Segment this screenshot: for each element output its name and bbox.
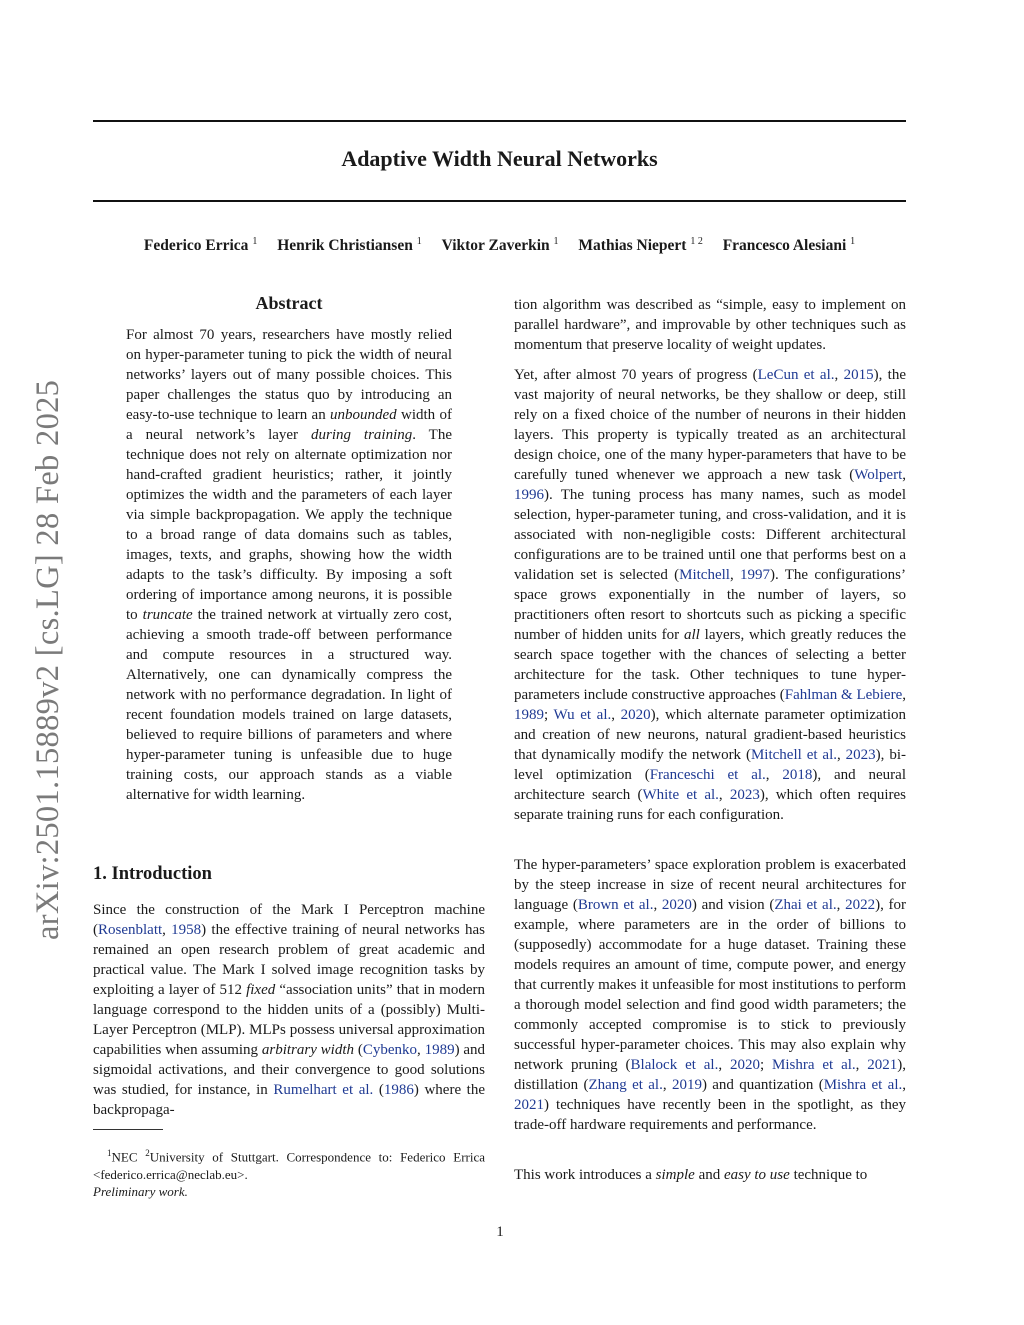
author: Viktor Zaverkin $^1$ [441, 236, 559, 255]
superscript: 2 [145, 1148, 150, 1158]
text-run: ) the effective training of neural networks has remained an open research problem of great academic and practical value. The Mark I solved image recognition tasks by exploiting a layer of 512 [93, 922, 485, 998]
text-run: layers, which greatly reduces the search space together with the chances of selecting a better architecture for the task. Other techniques to tune hyper-parameters include constructive approaches ( [514, 627, 906, 703]
text-run: ). The tuning process has many names, such as model selection, hyper-parameter tuning, and cross-validation, and it is associated with non-negligible costs: Different architectural configurations are to be trained until one that performs best on a validation set is selected ( [514, 487, 906, 583]
citation-link[interactable]: 2020 [661, 897, 692, 913]
citation-link[interactable]: 2022 [845, 897, 876, 913]
citation-link[interactable]: 2018 [782, 767, 813, 783]
citation-link[interactable]: LeCun et al. [757, 367, 835, 383]
citation-link[interactable]: 1997 [740, 567, 770, 583]
text-run: width of a neural network’s layer [126, 407, 452, 443]
citation-link[interactable]: 1989 [424, 1042, 455, 1058]
text-run: technique to [789, 1167, 868, 1183]
text-run: ), which often requires separate training runs for each configuration. [514, 787, 906, 823]
citation-link[interactable]: White et al. [642, 787, 719, 803]
title-bottom-rule [93, 200, 906, 202]
text-run: ) where the backpropaga- [93, 1082, 486, 1118]
citation-link[interactable]: 1989 [514, 707, 544, 723]
text-run: , [836, 897, 846, 913]
citation-link[interactable]: 2023 [845, 747, 876, 763]
emphasis: arbitrary width [261, 1042, 355, 1058]
citation-link[interactable]: Blalock et al. [630, 1057, 719, 1073]
text-run: This work introduces a [514, 1167, 656, 1183]
emphasis: all [683, 627, 700, 643]
author: Federico Errica $^1$ [143, 236, 258, 255]
citation-link[interactable]: 1986 [383, 1082, 414, 1098]
citation-link[interactable]: Zhang et al. [588, 1077, 663, 1093]
text-run: ( [354, 1042, 363, 1058]
text-run: For almost 70 years, researchers have mostly relied on hyper-parameter tuning to pick the width of neural networks’ layers out of many possible choices. This paper challenges the status quo by introducing an easy-to-use technique to learn an [126, 327, 452, 423]
text-run: and [694, 1167, 724, 1183]
superscript: 1 [107, 1148, 112, 1158]
text-run: ), bi-level optimization ( [514, 747, 906, 783]
text-run: ) and quantization ( [701, 1077, 824, 1093]
emphasis: fixed [246, 982, 276, 998]
author: Henrik Christiansen $^1$ [277, 236, 422, 255]
text-run: , [162, 922, 172, 938]
text-run: , [855, 1057, 868, 1073]
text-run: The hyper-parameters’ space exploration problem is exacerbated by the steep increase in size of recent neural architectures for language ( [514, 857, 906, 913]
citation-link[interactable]: Franceschi et al. [649, 767, 766, 783]
text-run: , [837, 747, 846, 763]
footnote-rule [93, 1129, 163, 1130]
text-run: , [611, 707, 621, 723]
citation-link[interactable]: Mishra et al. [823, 1077, 903, 1093]
citation-link[interactable]: 2015 [843, 367, 874, 383]
text-run: , [902, 687, 906, 703]
text-run: ), distillation ( [514, 1057, 907, 1093]
author: Francesco Alesiani $^1$ [722, 236, 856, 255]
citation-link[interactable]: Mitchell [679, 567, 730, 583]
text-run: NEC [111, 1149, 146, 1165]
citation-link[interactable]: 2023 [729, 787, 760, 803]
citation-link[interactable]: Fahlman & Lebiere [784, 687, 903, 703]
text-run: , [417, 1042, 425, 1058]
citation-link[interactable]: Mitchell et al. [750, 747, 838, 763]
emphasis: truncate [142, 607, 193, 623]
preliminary-note: Preliminary work. [93, 1184, 188, 1199]
text-run: , [902, 467, 906, 483]
text-run: ), which alternate parameter optimization and creation of new neurons, natural gradient-based heuristics that dynamically modify the network ( [514, 707, 906, 763]
text-run: “association units” that in modern language correspond to the hidden units of a (possibly) Multi-Layer Perceptron (MLP). MLPs possess universal approximation capabilities when assuming [93, 982, 485, 1058]
paper-title: Adaptive Width Neural Networks [341, 146, 658, 171]
citation-link[interactable]: Rosenblatt [98, 922, 163, 938]
citation-link[interactable]: 1996 [514, 487, 544, 503]
text-run: , [718, 787, 730, 803]
text-run: ), the vast majority of neural networks, be they shallow or deep, still rely on a fixed choice of the number of neurons in their hidden layers. This property is typically treated as an architectural design choice, one of the many hyper-parameters that have to be carefully tuned whenever we approach a new task ( [514, 367, 906, 483]
citation-link[interactable]: 2020 [729, 1057, 760, 1073]
emphasis: simple [655, 1167, 695, 1183]
text-run: ). The configurations’ space grows exponentially in the number of layers, so practitioners often resort to shortcuts such as picking a specific number of hidden units for [514, 567, 907, 643]
text-run: Yet, after almost 70 years of progress ( [514, 367, 758, 383]
author-list [93, 236, 906, 255]
text-run: , [729, 567, 740, 583]
text-run: ) and vision ( [691, 897, 775, 913]
citation-link[interactable]: 2021 [514, 1097, 544, 1113]
text-run: University of Stuttgart. Correspondence to: Federico Errica <federico.errica@neclab.eu>. [93, 1149, 486, 1183]
text-run: ( [373, 1082, 384, 1098]
citation-link[interactable]: Rumelhart et al. [273, 1082, 374, 1098]
author: Mathias Niepert $^{1 2}$ [578, 236, 703, 255]
text-run: ), and neural architecture search ( [514, 767, 906, 803]
text-run: . The technique does not rely on alternate optimization nor hand-crafted gradient heuristics; rather, it jointly optimizes the width and the parameters of each layer via simple backpropagation. We apply the technique to a broad range of data domains such as tables, images, texts, and graphs, showing how the width adapts to the task’s difficulty. By imposing a soft ordering of importance among neurons, it is possible to [126, 427, 452, 623]
citation-link[interactable]: 1958 [171, 922, 202, 938]
abstract-text [126, 325, 452, 805]
text-run: ; [544, 707, 554, 723]
page-number: 1 [496, 1224, 504, 1240]
arxiv-identifier: arXiv:2501.15889v2 [cs.LG] 28 Feb 2025 [30, 379, 66, 940]
body-paragraph [514, 855, 906, 1135]
citation-link[interactable]: Wolpert [854, 467, 903, 483]
text-run: , [653, 897, 662, 913]
citation-link[interactable]: Brown et al. [577, 897, 654, 913]
body-paragraph [514, 1165, 906, 1185]
text-run: , [834, 367, 844, 383]
text-run: ; [759, 1057, 773, 1073]
emphasis: easy to use [723, 1167, 790, 1183]
text-run: , [902, 1077, 906, 1093]
emphasis: unbounded [330, 407, 397, 423]
citation-link[interactable]: Zhai et al. [774, 897, 837, 913]
citation-link[interactable]: Cybenko [362, 1042, 417, 1058]
body-paragraph [514, 295, 906, 355]
introduction-paragraph [93, 900, 485, 1120]
citation-link[interactable]: 2021 [867, 1057, 898, 1073]
text-run: , [662, 1077, 672, 1093]
citation-link[interactable]: 2019 [671, 1077, 702, 1093]
citation-link[interactable]: Mishra et al. [772, 1057, 856, 1073]
text-run: tion algorithm was described as “simple, easy to implement on parallel hardware”, and improvable by other techniques such as momentum that preserve locality of weight updates. [514, 297, 906, 353]
text-run: ) techniques have recently been in the spotlight, as they trade-off hardware requirements and performance. [514, 1097, 906, 1133]
top-rule [93, 120, 906, 122]
text-run: ), for example, where parameters are in the order of billions to (supposedly) accommodate for a huge dataset. Training these models requires an amount of time, compute power, and energy that currently makes it unfeasible for most institutions to perform a thorough model selection and find good width parameters; the commonly accepted compromise is to stick to previously successful hyper-parameter choices. This may also explain why network pruning ( [514, 897, 907, 1073]
citation-link[interactable]: 2020 [620, 707, 651, 723]
text-run: Since the construction of the Mark I Perceptron machine ( [93, 902, 485, 938]
text-run: the trained network at virtually zero cost, achieving a smooth trade-off between performance and compute resources in a structured way. Alternatively, one can dynamically compress the network with no performance degradation. In light of recent foundation models trained on large datasets, believed to require billions of parameters and where hyper-parameter tuning is unfeasible due to huge training costs, our approach stands as a viable alternative for width learning. [126, 607, 453, 803]
introduction-heading: 1. Introduction [93, 864, 212, 884]
text-run: , [765, 767, 783, 783]
text-run: , [718, 1057, 730, 1073]
abstract-heading: Abstract [255, 293, 323, 313]
text-run: ) and sigmoidal activations, and their convergence to good solutions was studied, for instance, in [93, 1042, 486, 1098]
affiliation-footnote [93, 1144, 485, 1184]
body-paragraph [514, 365, 906, 825]
citation-link[interactable]: Wu et al. [553, 707, 612, 723]
emphasis: during training [310, 427, 413, 443]
